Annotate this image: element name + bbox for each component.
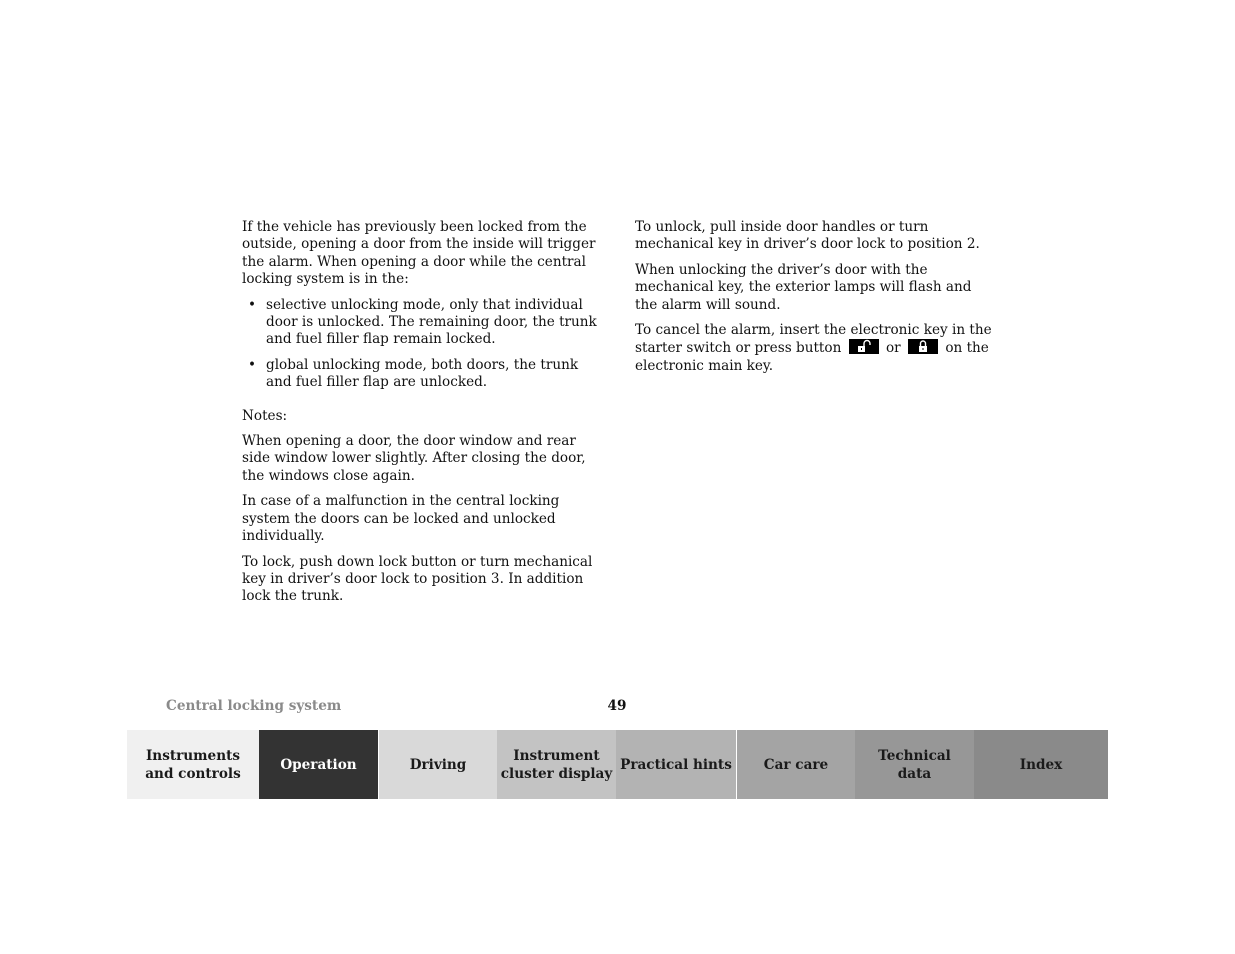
tab-label: Driving	[409, 756, 467, 773]
unlock-button-icon	[849, 339, 879, 354]
unlock-mode-list	[242, 297, 602, 392]
tab-instruments-and-controls[interactable]	[127, 730, 259, 799]
left-column	[242, 219, 602, 614]
chapter-tabs	[127, 730, 1108, 799]
cancel-text-end: on the electronic main key.	[635, 340, 989, 374]
note-paragraph: In case of a malfunction in the central locking system the doors can be locked and unlocked individually.	[242, 493, 560, 545]
cancel-alarm-paragraph	[635, 322, 995, 375]
tab-label: and controls	[145, 765, 241, 782]
unlock-paragraph: To unlock, pull inside door handles or turn mechanical key in driver’s door lock to position 2.	[635, 219, 980, 253]
tab-operation[interactable]	[259, 730, 378, 799]
lock-button-icon	[908, 339, 938, 354]
tab-label: Instruments	[145, 747, 241, 764]
notes-heading: Notes:	[242, 407, 288, 424]
cancel-text-start: To cancel the alarm, insert the electronic key in the starter switch or press button	[635, 322, 992, 357]
tab-index[interactable]	[974, 730, 1108, 799]
tab-car-care[interactable]	[736, 730, 855, 799]
tab-label: cluster display	[500, 765, 613, 782]
tab-label: Operation	[280, 756, 357, 773]
tab-practical-hints[interactable]	[616, 730, 736, 799]
tab-technical-data[interactable]	[855, 730, 974, 799]
tab-label: Practical hints	[620, 756, 732, 773]
tab-label: Technical	[878, 747, 951, 764]
page-number: 49	[607, 698, 627, 714]
cancel-or-text: or	[885, 340, 901, 357]
tab-label: data	[897, 765, 932, 782]
tab-driving[interactable]	[378, 730, 497, 799]
list-item: • selective unlocking mode, only that individual door is unlocked. The remaining door, the trunk and fuel filler flap remain locked.	[242, 297, 602, 349]
list-item: • global unlocking mode, both doors, the trunk and fuel filler flap are unlocked.	[242, 357, 602, 392]
section-title: Central locking system	[166, 698, 342, 714]
tab-label: Car care	[763, 756, 829, 773]
tab-label: Instrument	[513, 747, 600, 764]
tab-label: Index	[1019, 756, 1063, 773]
intro-paragraph: If the vehicle has previously been locked from the outside, opening a door from the inside will trigger the alarm. When opening a door while the central locking system is in the:	[242, 219, 596, 288]
note-paragraph: To lock, push down lock button or turn mechanical key in driver’s door lock to position 3. In addition lock the trunk.	[242, 553, 593, 605]
note-paragraph: When opening a door, the door window and rear side window lower slightly. After closing the door, the windows close again.	[242, 433, 586, 484]
alarm-paragraph: When unlocking the driver’s door with the mechanical key, the exterior lamps will flash and the alarm will sound.	[635, 261, 972, 313]
right-column	[635, 219, 995, 383]
tab-instrument-cluster-display[interactable]	[497, 730, 616, 799]
